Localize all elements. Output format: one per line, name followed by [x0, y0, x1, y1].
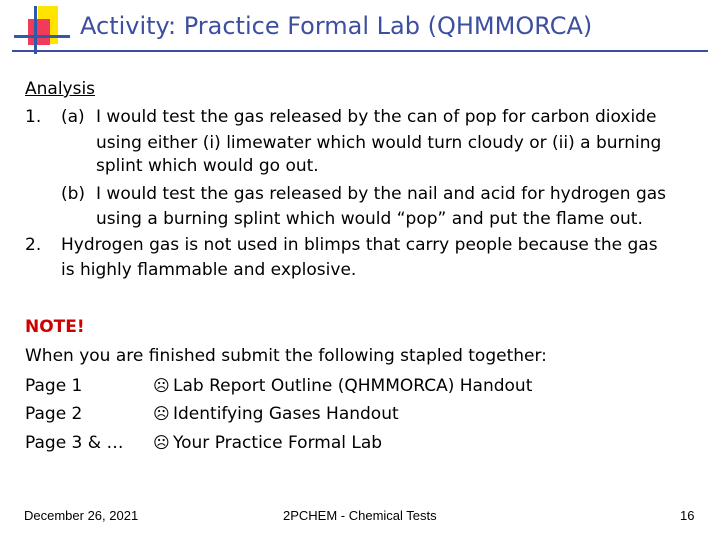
footer-page-number: 16 — [680, 508, 695, 523]
item-1b-line-1: I would test the gas released by the nail and acid for hydrogen gas — [96, 184, 667, 204]
footer-date: December 26, 2021 — [24, 508, 139, 523]
frown-face-icon: ☹ — [153, 376, 170, 395]
item-1a-line-3: splint which would go out. — [96, 156, 319, 176]
item-1b-label: (b) — [61, 184, 86, 204]
page-1-item: Lab Report Outline (QHMMORCA) Handout — [173, 376, 533, 396]
page-2-label: Page 2 — [25, 404, 83, 424]
frown-face-icon: ☹ — [153, 404, 170, 423]
item-1a-line-2: using either (i) limewater which would turn cloudy or (ii) a burning — [96, 133, 662, 153]
page-3-item: Your Practice Formal Lab — [173, 433, 383, 453]
page-2-item: Identifying Gases Handout — [173, 404, 399, 424]
slide-title: Activity: Practice Formal Lab (QHMMORCA) — [80, 12, 593, 40]
title-divider — [12, 50, 708, 52]
item-2-number: 2. — [25, 235, 42, 255]
page-3-label: Page 3 & … — [25, 433, 124, 453]
note-intro: When you are finished submit the following stapled together: — [25, 346, 547, 366]
item-2-line-1: Hydrogen gas is not used in blimps that carry people because the gas — [61, 235, 658, 255]
item-2-line-2: is highly flammable and explosive. — [61, 260, 357, 280]
page-1-label: Page 1 — [25, 376, 83, 396]
analysis-heading: Analysis — [25, 79, 96, 99]
item-1a-line-1: I would test the gas released by the can of pop for carbon dioxide — [96, 107, 657, 127]
item-1a-label: (a) — [61, 107, 85, 127]
logo-vertical-bar — [34, 6, 37, 54]
note-heading: NOTE! — [25, 317, 85, 337]
item-1-number: 1. — [25, 107, 42, 127]
logo-horizontal-bar — [14, 35, 70, 38]
item-1b-line-2: using a burning splint which would “pop” and put the flame out. — [96, 209, 643, 229]
footer-center: 2PCHEM - Chemical Tests — [283, 508, 437, 523]
logo-red-square — [28, 19, 50, 45]
frown-face-icon: ☹ — [153, 433, 170, 452]
